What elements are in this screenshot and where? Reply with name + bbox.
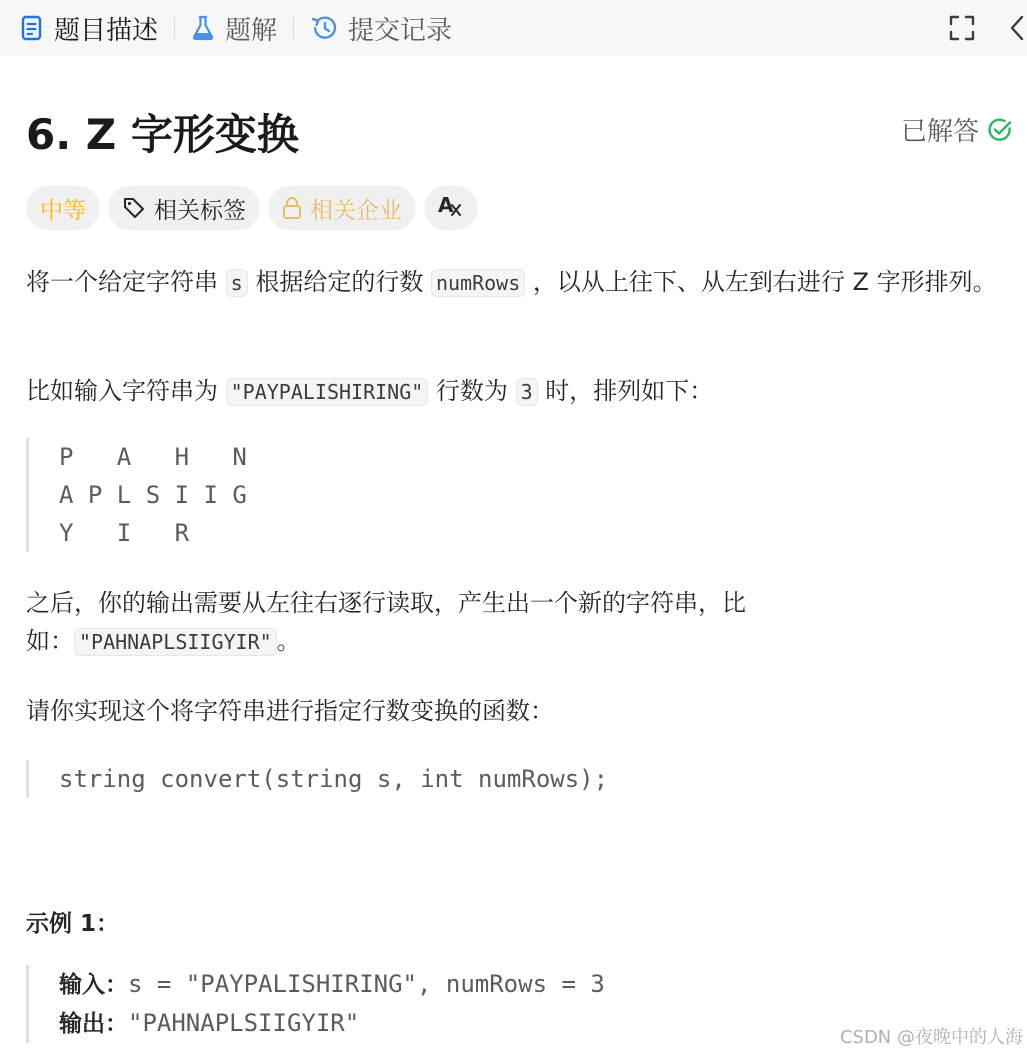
lock-icon [282, 196, 302, 220]
fullscreen-icon[interactable] [949, 15, 975, 41]
inline-code-input-string: "PAYPALISHIRING" [226, 378, 429, 406]
inline-code-s: s [226, 269, 248, 297]
tab-submissions[interactable] [310, 10, 452, 47]
tab-solutions[interactable] [191, 10, 277, 47]
text: ，以从上往下、从左到右进行 Z 字形排列。 [525, 268, 997, 296]
related-tags-button[interactable] [108, 186, 260, 230]
tab-bar [0, 0, 1027, 56]
description-paragraph-3 [26, 584, 826, 661]
problem-title: 6. Z 字形变换 [26, 110, 299, 159]
inline-code-output-string: "PAHNAPLSIIGYIR" [74, 628, 277, 656]
text: 行数为 [428, 377, 516, 405]
tab-submissions-label: 提交记录 [348, 15, 453, 46]
tab-solutions-label: 题解 [225, 15, 278, 46]
solved-label: 已解答 [900, 117, 979, 147]
watermark: CSDN @夜晚中的人海 [839, 1027, 1023, 1048]
document-icon [20, 15, 44, 41]
tag-row [26, 186, 486, 230]
example-1-block [26, 965, 605, 1043]
text: 将一个给定字符串 [26, 268, 226, 296]
chevron-left-icon[interactable] [1009, 15, 1025, 41]
text: 比如输入字符串为 [26, 377, 226, 405]
title-row [26, 56, 1001, 196]
input-value: s = "PAYPALISHIRING", numRows = 3 [128, 970, 605, 998]
tab-divider [174, 17, 175, 39]
text: 根据给定的行数 [247, 268, 431, 296]
problem-description [26, 56, 1001, 1037]
example-1-heading: 示例 1： [26, 911, 120, 937]
tab-description-label: 题目描述 [54, 15, 159, 46]
text: 之后，你的输出需要从左往右逐行读取，产生出一个新的字符串，比如： [26, 589, 746, 655]
difficulty-badge[interactable] [26, 186, 100, 230]
related-companies-label: 相关企业 [310, 197, 402, 224]
inline-code-numrows: numRows [431, 269, 525, 297]
flask-icon [191, 15, 215, 41]
solved-status [901, 111, 1013, 148]
check-circle-icon [987, 117, 1013, 143]
input-label: 输入： [59, 972, 128, 998]
difficulty-label: 中等 [40, 197, 86, 224]
function-signature-block: string convert(string s, int numRows); [26, 760, 608, 798]
translate-button[interactable] [424, 186, 478, 230]
tab-bar-actions [949, 0, 1027, 56]
inline-code-rows: 3 [516, 378, 538, 406]
output-value: "PAHNAPLSIIGYIR" [128, 1009, 360, 1037]
description-paragraph-1 [26, 263, 1001, 302]
history-icon [310, 15, 338, 41]
tag-icon [122, 196, 146, 220]
related-companies-button[interactable] [268, 186, 416, 230]
zigzag-example-block: P A H N A P L S I I G Y I R [26, 438, 247, 552]
text: 。 [276, 627, 301, 655]
description-paragraph-4: 请你实现这个将字符串进行指定行数变换的函数： [26, 697, 554, 725]
translate-icon [438, 193, 464, 223]
tab-description[interactable] [20, 10, 158, 47]
tab-divider [293, 17, 294, 39]
related-tags-label: 相关标签 [154, 197, 246, 224]
svg-text:A: A [438, 193, 454, 217]
text: 时，排列如下： [537, 377, 714, 405]
output-label: 输出： [59, 1011, 128, 1037]
description-paragraph-2 [26, 372, 1001, 411]
